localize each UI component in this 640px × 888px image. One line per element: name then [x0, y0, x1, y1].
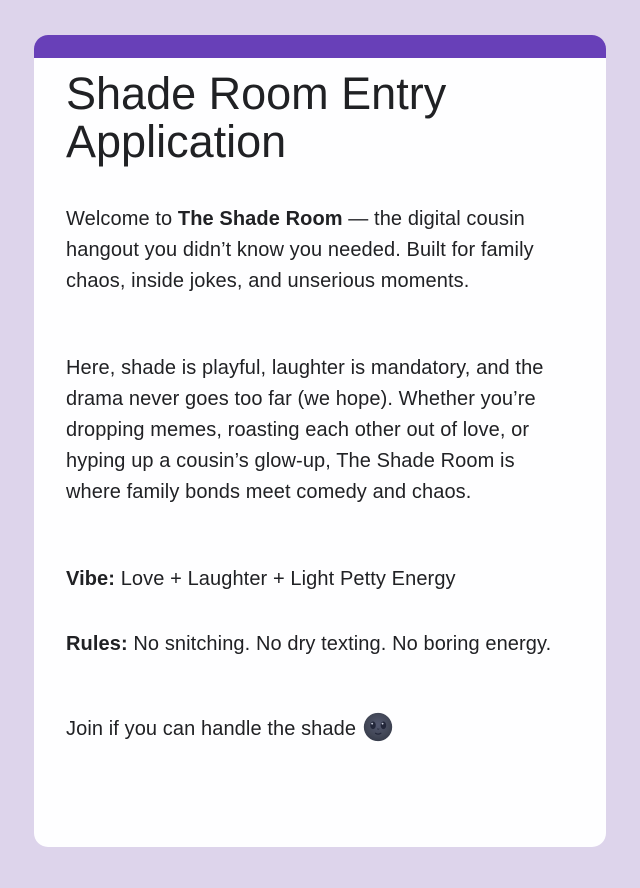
- welcome-text-pre: Welcome to: [66, 208, 178, 230]
- join-text: Join if you can handle the shade: [66, 718, 357, 740]
- description-paragraph-welcome: [66, 204, 574, 297]
- form-header-content: [34, 58, 606, 745]
- theme-accent-bar: [34, 35, 606, 58]
- form-header-card: [34, 35, 606, 847]
- vibe-label: Vibe:: [66, 568, 116, 590]
- form-title: Shade Room Entry Application: [66, 68, 447, 167]
- rules-text: No snitching. No dry texting. No boring energy.: [127, 633, 552, 655]
- description-paragraph-join: [66, 712, 574, 745]
- welcome-text-post: — the digital cousin hangout you didn’t know you needed. Built for family chaos, inside jokes, and unserious moments.: [66, 208, 534, 292]
- form-description: [66, 204, 574, 745]
- description-paragraph-here: Here, shade is playful, laughter is mandatory, and the drama never goes too far (we hope). Whether you’re dropping memes, roasting each other out of love, or hyping up a cousin’s glow-up, The Shade Room is where family bonds meet comedy and chaos.: [66, 357, 544, 503]
- description-paragraph-vibe: [66, 564, 574, 595]
- form-page: [0, 35, 640, 847]
- description-paragraph-rules: [66, 629, 574, 660]
- rules-label: Rules:: [66, 633, 128, 655]
- vibe-text: Love + Laughter + Light Petty Energy: [115, 568, 456, 590]
- welcome-text-bold: The Shade Room: [177, 208, 343, 230]
- new-moon-face-emoji-icon: [363, 712, 393, 742]
